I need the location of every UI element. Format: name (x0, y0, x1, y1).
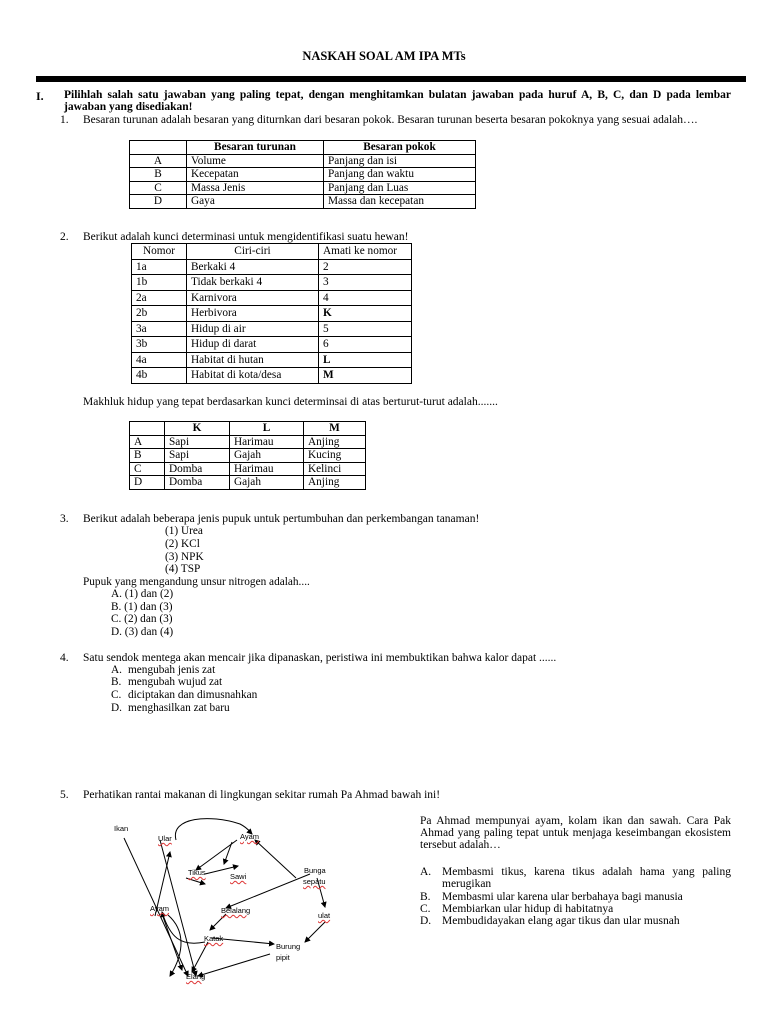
option-b: B. (1) dan (3) (111, 601, 173, 613)
table-cell: Hidup di darat (187, 337, 319, 353)
list-item: (3) NPK (165, 551, 204, 563)
table-cell: 2b (132, 306, 187, 322)
table-header-cell: Besaran turunan (187, 141, 324, 155)
table-cell: Kucing (304, 449, 366, 463)
header-rule (36, 76, 746, 82)
option-d-letter: D. (111, 702, 122, 714)
page-title: NASKAH SOAL AM IPA MTs (302, 49, 466, 63)
table-cell: 4a (132, 352, 187, 368)
table-cell: 4 (319, 290, 412, 306)
table-row (132, 275, 412, 291)
table-cell: 1a (132, 259, 187, 275)
list-item: (2) KCl (165, 538, 200, 550)
question-3-prompt: Pupuk yang mengandung unsur nitrogen adalah.... (83, 576, 310, 588)
table-row (132, 290, 412, 306)
node-katak: Katak (204, 934, 224, 943)
table-cell: Massa dan kecepatan (324, 195, 476, 209)
option-b-letter: B. (420, 891, 431, 903)
table-row (130, 154, 476, 168)
table-cell: 2a (132, 290, 187, 306)
table-row (130, 476, 366, 490)
node-pipit: pipit (276, 953, 290, 962)
table-cell: M (319, 368, 412, 384)
table-cell: Tidak berkaki 4 (187, 275, 319, 291)
table-cell: Habitat di hutan (187, 352, 319, 368)
table-cell: Anjing (304, 476, 366, 490)
table-cell: D (130, 195, 187, 209)
table-cell: A (130, 435, 165, 449)
table-cell: Panjang dan Luas (324, 181, 476, 195)
question-2-prompt: Makhluk hidup yang tepat berdasarkan kunci determinsai di atas berturut-turut adalah....... (83, 396, 498, 408)
node-sawi: Sawi (230, 872, 247, 881)
table-cell: 3 (319, 275, 412, 291)
table-cell: Anjing (304, 435, 366, 449)
node-ayam: Ayam (240, 832, 260, 841)
table-cell: Domba (165, 462, 230, 476)
table-cell: 4b (132, 368, 187, 384)
table-cell: Sapi (165, 449, 230, 463)
table-cell: B (130, 168, 187, 182)
option-d: D. (3) dan (4) (111, 626, 174, 638)
table-cell: Karnivora (187, 290, 319, 306)
option-d: menghasilkan zat baru (128, 702, 230, 714)
table-header-cell: Nomor (132, 244, 187, 260)
table-header-cell: M (304, 422, 366, 436)
option-a: A. (1) dan (2) (111, 588, 174, 600)
question-5-text: Perhatikan rantai makanan di lingkungan sekitar rumah Pa Ahmad bawah ini! (83, 789, 441, 801)
option-b: Membasmi ular karena ular berbahaya bagi manusia (442, 891, 683, 903)
option-d-letter: D. (420, 915, 432, 927)
option-d: Membudidayakan elang agar tikus dan ular musnah (442, 915, 680, 927)
table-cell: A (130, 154, 187, 168)
node-ikan: Ikan (114, 824, 129, 833)
table-header-cell: K (165, 422, 230, 436)
question-2-answer-table (129, 421, 366, 490)
section-instruction: Pilihlah salah satu jawaban yang paling tepat, dengan menghitamkan bulatan jawaban pada huruf A, B, C, dan D pada lembar jawaban yang disediakan! (64, 89, 731, 113)
list-item: (4) TSP (165, 563, 201, 575)
table-cell: Domba (165, 476, 230, 490)
option-b-letter: B. (111, 676, 122, 688)
option-a: mengubah jenis zat (128, 664, 216, 676)
question-2-number: 2. (60, 231, 69, 243)
question-1-table (129, 140, 476, 209)
question-3-number: 3. (60, 513, 69, 525)
question-5-stem: Pa Ahmad mempunyai ayam, kolam ikan dan sawah. Cara Pak Ahmad yang paling tepat untuk menjaga keseimbangan ekosistem tersebut adalah… (420, 815, 731, 852)
table-cell: Panjang dan isi (324, 154, 476, 168)
node-sepatu: sepatu (303, 877, 326, 886)
table-row (130, 449, 366, 463)
section-number: I. (36, 89, 44, 103)
option-c-letter: C. (420, 903, 431, 915)
table-cell: 6 (319, 337, 412, 353)
table-cell: L (319, 352, 412, 368)
table-cell: Sapi (165, 435, 230, 449)
table-cell: Habitat di kota/desa (187, 368, 319, 384)
table-cell: D (130, 476, 165, 490)
question-4-number: 4. (60, 652, 69, 664)
table-row (130, 195, 476, 209)
table-cell: 2 (319, 259, 412, 275)
table-row (132, 368, 412, 384)
option-a-letter: A. (111, 664, 122, 676)
table-header-cell: Ciri-ciri (187, 244, 319, 260)
table-cell: Harimau (230, 435, 304, 449)
node-ular: Ular (158, 834, 172, 843)
food-web-arrows (110, 812, 340, 984)
table-header-cell: Amati ke nomor (319, 244, 412, 260)
table-header-row (132, 244, 412, 260)
option-c-letter: C. (111, 689, 122, 701)
table-cell: Kecepatan (187, 168, 324, 182)
table-cell: 3b (132, 337, 187, 353)
table-cell: Panjang dan waktu (324, 168, 476, 182)
table-cell: K (319, 306, 412, 322)
question-1-number: 1. (60, 114, 69, 126)
node-belalang: Belalang (221, 906, 251, 915)
question-5-number: 5. (60, 789, 69, 801)
table-cell: Massa Jenis (187, 181, 324, 195)
table-cell: 3a (132, 321, 187, 337)
question-2-key-table (131, 243, 412, 384)
table-cell: Gajah (230, 476, 304, 490)
table-cell: Hidup di air (187, 321, 319, 337)
table-cell: Gaya (187, 195, 324, 209)
table-header-cell: Besaran pokok (324, 141, 476, 155)
table-row (130, 181, 476, 195)
option-b: mengubah wujud zat (128, 676, 223, 688)
table-header-cell (130, 141, 187, 155)
table-row (130, 462, 366, 476)
table-header-row (130, 141, 476, 155)
table-cell: C (130, 181, 187, 195)
table-cell: 1b (132, 275, 187, 291)
table-cell: B (130, 449, 165, 463)
table-cell: Volume (187, 154, 324, 168)
question-4-text: Satu sendok mentega akan mencair jika dipanaskan, peristiwa ini membuktikan bahwa kalor dapat ...... (83, 652, 557, 664)
table-row (132, 321, 412, 337)
table-header-cell: L (230, 422, 304, 436)
node-burung: Burung (276, 942, 301, 951)
table-row (132, 259, 412, 275)
table-row (130, 435, 366, 449)
table-cell: Harimau (230, 462, 304, 476)
table-header-row (130, 422, 366, 436)
question-2-text: Berikut adalah kunci determinasi untuk mengidentifikasi suatu hewan! (83, 231, 409, 243)
option-c: C. (2) dan (3) (111, 613, 173, 625)
node-ayam-2: Ayam (150, 904, 170, 913)
question-1-text: Besaran turunan adalah besaran yang diturnkan dari besaran pokok. Besaran turunan beserta besaran pokoknya yang sesuai adalah…. (83, 114, 698, 126)
table-row (130, 168, 476, 182)
table-row (132, 306, 412, 322)
node-bunga: Bunga (304, 866, 326, 875)
table-row (132, 352, 412, 368)
table-cell: Gajah (230, 449, 304, 463)
option-c: diciptakan dan dimusnahkan (128, 689, 258, 701)
option-a-letter: A. (420, 866, 432, 878)
node-elang: Elang (186, 972, 206, 981)
table-header-cell (130, 422, 165, 436)
question-3-text: Berikut adalah beberapa jenis pupuk untuk pertumbuhan dan perkembangan tanaman! (83, 513, 480, 525)
table-cell: Herbivora (187, 306, 319, 322)
food-web-diagram (110, 812, 340, 984)
node-ulat: ulat (318, 911, 331, 920)
table-cell: Berkaki 4 (187, 259, 319, 275)
table-cell: Kelinci (304, 462, 366, 476)
option-a: Membasmi tikus, karena tikus adalah hama yang paling merugikan (442, 866, 731, 891)
option-c: Membiarkan ular hidup di habitatnya (442, 903, 614, 915)
table-cell: 5 (319, 321, 412, 337)
node-tikus: Tikus (188, 868, 206, 877)
table-row (132, 337, 412, 353)
table-cell: C (130, 462, 165, 476)
list-item: (1) Urea (165, 525, 203, 537)
